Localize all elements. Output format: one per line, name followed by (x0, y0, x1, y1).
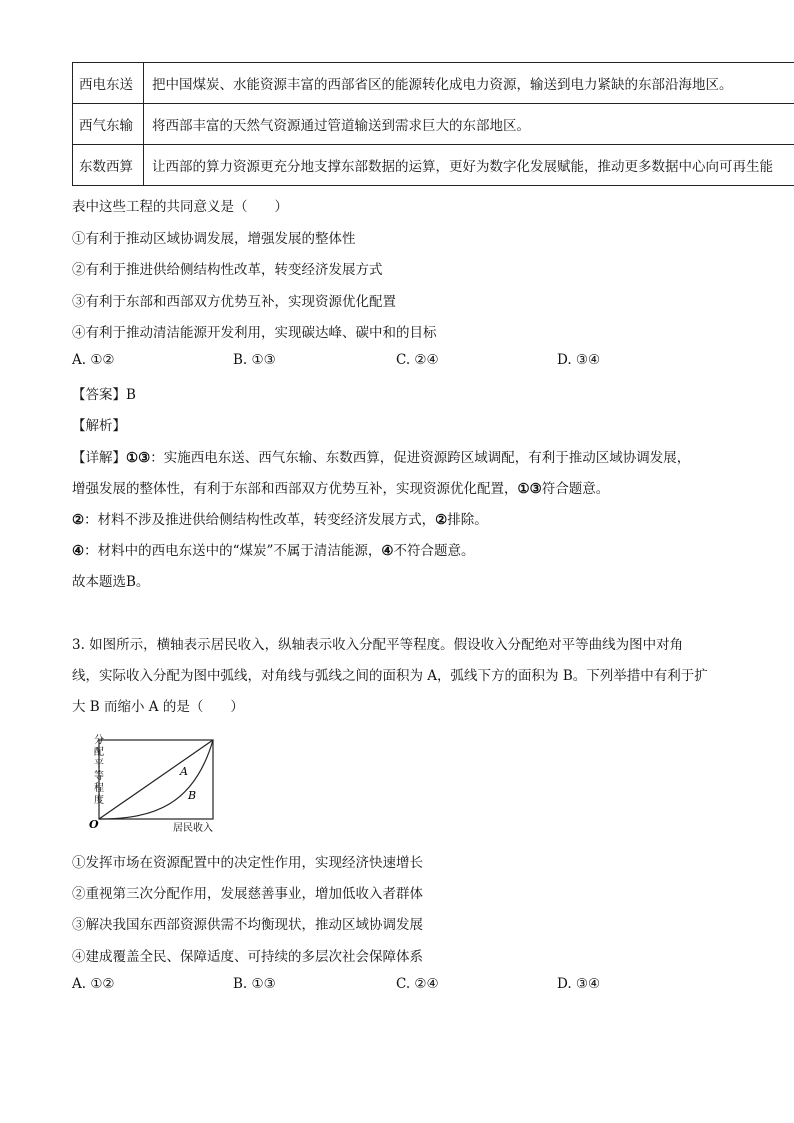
detail-line-4 (72, 539, 475, 559)
income-distribution-figure (84, 730, 224, 834)
analysis-tag: 【解析】 (72, 418, 126, 434)
detail-tag: 【详解】 (72, 450, 126, 466)
detail-mark: ①③ (517, 481, 542, 497)
table-row (73, 63, 794, 104)
origin-label: O (89, 818, 99, 831)
detail-text: 符合题意。 (541, 481, 610, 497)
detail-lead-mark: ④ (72, 543, 85, 559)
table-cell-name: 西气东输 (73, 104, 144, 145)
detail-lead-mark: ①③ (126, 450, 151, 466)
conclusion: 故本题选B。 (72, 574, 150, 590)
option-a: A. ①② (72, 976, 115, 992)
detail-line-2 (72, 477, 609, 497)
x-axis-label: 居民收入 (173, 823, 213, 834)
table-cell-desc: 将西部丰富的天然气资源通过管道输送到需求巨大的东部地区。 (144, 104, 794, 145)
area-a-label: A (180, 765, 188, 778)
detail-text: ：材料不涉及推进供给侧结构性改革，转变经济发展方式， (84, 512, 436, 528)
answer-tag: 【答案】 (72, 387, 126, 403)
detail-line-1 (72, 446, 690, 466)
detail-text: 排除。 (447, 512, 488, 528)
table-cell-desc: 让西部的算力资源更充分地支撑东部数据的运算，更好为数字化发展赋能，推动更多数据中心向可再生能 (144, 145, 794, 186)
option-c: C. ②④ (396, 352, 439, 368)
y-axis-label-char: 配 (94, 747, 104, 758)
detail-lead-mark: ② (72, 512, 85, 528)
statement-item: ③有利于东部和西部双方优势互补，实现资源优化配置 (72, 294, 396, 310)
table-row (73, 145, 794, 186)
table-cell-desc: 把中国煤炭、水能资源丰富的西部省区的能源转化成电力资源，输送到电力紧缺的东部沿海地区。 (144, 63, 794, 104)
statement-item: ④建成覆盖全民、保障适度、可持续的多层次社会保障体系 (72, 949, 423, 965)
table-cell-name: 东数西算 (73, 145, 144, 186)
detail-mark: ④ (381, 543, 394, 559)
statement-item: ②有利于推进供给侧结构性改革，转变经济发展方式 (72, 262, 383, 278)
detail-text: 不符合题意。 (393, 543, 475, 559)
y-axis-label-char: 等 (94, 771, 104, 782)
statement-item: ①有利于推动区域协调发展，增强发展的整体性 (72, 231, 356, 247)
option-d: D. ③④ (557, 976, 601, 992)
y-axis-label-char: 分 (94, 735, 104, 746)
y-axis-label-char: 平 (94, 759, 104, 770)
statement-item: ①发挥市场在资源配置中的决定性作用，实现经济快速增长 (72, 855, 423, 871)
question-stem-line: 大 B 而缩小 A 的是（ ） (72, 699, 244, 715)
equality-diagonal (99, 740, 213, 819)
question-stem-line: 3. 如图所示，横轴表示居民收入，纵轴表示收入分配平等程度。假设收入分配绝对平等曲线为图中对角 (72, 637, 684, 653)
y-axis-label-char: 度 (94, 795, 104, 806)
statement-item: ③解决我国东西部资源供需不均衡现状，推动区域协调发展 (72, 917, 423, 933)
table-row (73, 104, 794, 145)
option-b: B. ①③ (233, 976, 276, 992)
detail-text: ：实施西电东送、西气东输、东数西算，促进资源跨区域调配，有利于推动区域协调发展， (150, 450, 691, 466)
statement-item: ④有利于推动清洁能源开发利用，实现碳达峰、碳中和的目标 (72, 325, 437, 341)
detail-mark: ② (435, 512, 448, 528)
option-d: D. ③④ (557, 352, 601, 368)
table-cell-name: 西电东送 (73, 63, 144, 104)
option-b: B. ①③ (233, 352, 276, 368)
answer-line (72, 383, 136, 403)
detail-line-3 (72, 508, 488, 528)
detail-text: 增强发展的整体性，有利于东部和西部双方优势互补，实现资源优化配置， (72, 481, 518, 497)
option-c: C. ②④ (396, 976, 439, 992)
project-table (72, 62, 794, 186)
answer-value: B (126, 387, 136, 403)
option-a: A. ①② (72, 352, 115, 368)
statement-item: ②重视第三次分配作用，发展慈善事业，增加低收入者群体 (72, 886, 423, 902)
question-stem-line: 线，实际收入分配为图中弧线，对角线与弧线之间的面积为 A，弧线下方的面积为 B。下列举措中有利于扩 (72, 668, 708, 684)
area-b-label: B (188, 789, 197, 802)
y-axis-label-char: 程 (94, 783, 104, 794)
detail-text: ：材料中的西电东送中的“煤炭”不属于清洁能源， (84, 543, 382, 559)
question-stem: 表中这些工程的共同意义是（ ） (72, 199, 288, 215)
